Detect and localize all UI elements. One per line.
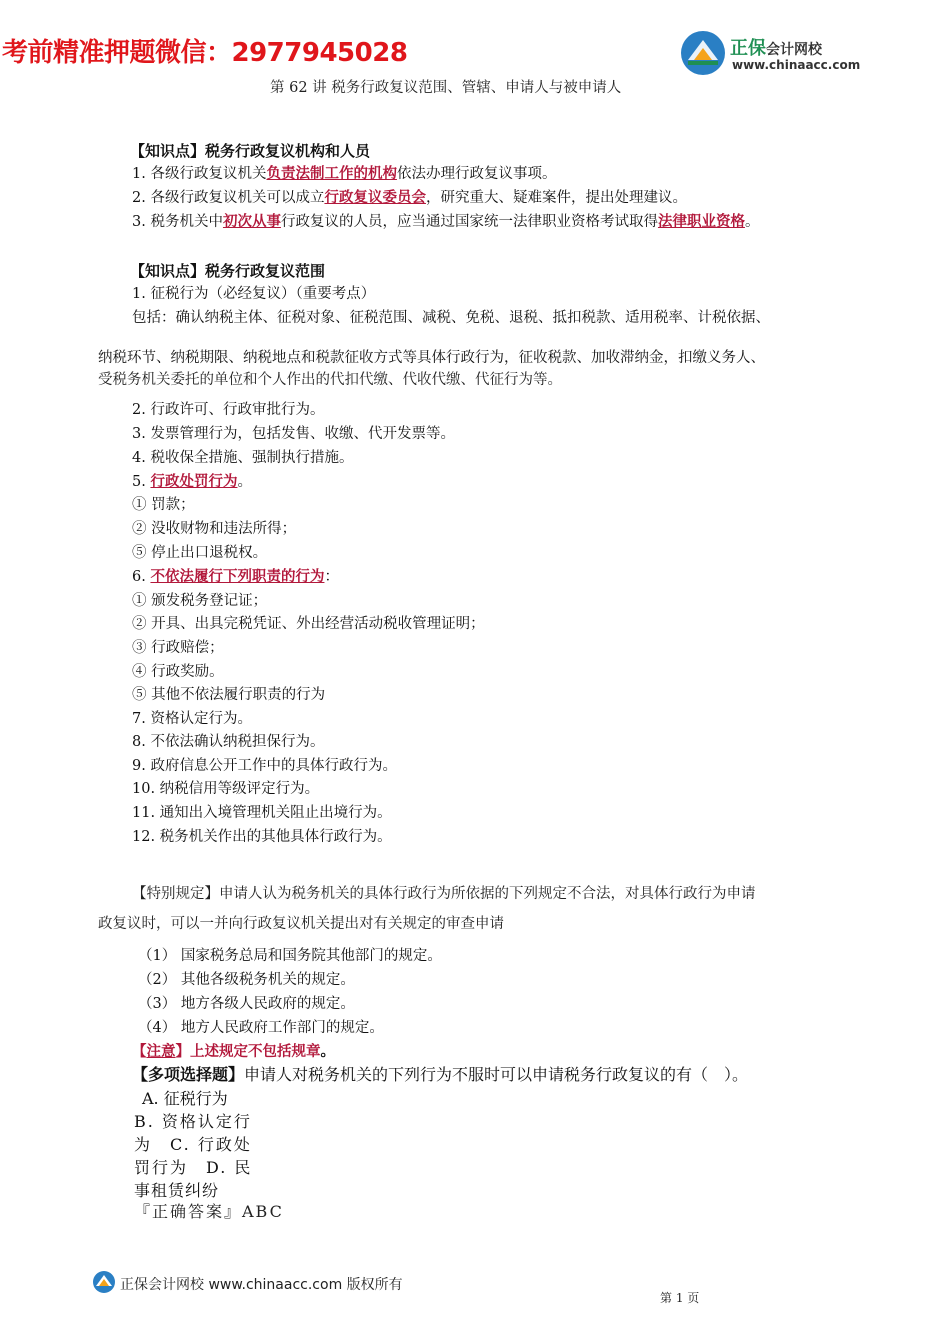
section1-item-2: 2. 各级行政复议机关可以成立行政复议委员会，研究重大、疑难案件，提出处理建议。 xyxy=(132,189,687,206)
section1-item-1: 1. 各级行政复议机关负责法制工作的机构依法办理行政复议事项。 xyxy=(132,165,557,182)
special-provision-item: （3） 地方各级人民政府的规定。 xyxy=(138,996,355,1012)
section2-item-12: 12. 税务机关作出的其他具体行政行为。 xyxy=(132,829,392,845)
clipped-lecture-title: 第 62 讲 税务行政复议范围、管辖、申请人与被申请人 xyxy=(270,80,622,96)
logo-text: 正保会计网校 xyxy=(730,38,822,59)
section2-item-5-sub: ① 罚款； xyxy=(132,497,195,513)
answer-clipped: 『正确答案』ABC xyxy=(134,1202,284,1221)
special-provision-item: （2） 其他各级税务机关的规定。 xyxy=(138,972,355,988)
logo-emblem-icon xyxy=(680,30,726,76)
question-option-line: 罚行为 D. 民 xyxy=(134,1158,253,1177)
section2-item-5-sub: ② 没收财物和违法所得； xyxy=(132,521,297,537)
section2-item-6-sub: ③ 行政赔偿； xyxy=(132,640,224,656)
section2-item-7: 7. 资格认定行为。 xyxy=(132,711,252,727)
question-option-line: 事租赁纠纷 xyxy=(134,1181,220,1200)
special-provision-clipped-a: 【特别规定】申请人认为税务机关的具体行政行为所依据的下列规定不合法，对具体行政行为申请 xyxy=(132,886,756,902)
section2-item-6-sub: ① 颁发税务登记证； xyxy=(132,593,268,609)
section2-item-6: 6. 不依法履行下列职责的行为： xyxy=(132,568,339,585)
note-line: 【注意】上述规定不包括规章。 xyxy=(132,1043,335,1060)
special-provision-item: （1） 国家税务总局和国务院其他部门的规定。 xyxy=(138,948,442,964)
section2-item-8: 8. 不依法确认纳税担保行为。 xyxy=(132,734,325,750)
question-stem: 【多项选择题】申请人对税务机关的下列行为不服时可以申请税务行政复议的有（ ）。 xyxy=(132,1065,749,1084)
special-provision-item: （4） 地方人民政府工作部门的规定。 xyxy=(138,1020,384,1036)
section2-item-3: 3. 发票管理行为，包括发售、收缴、代开发票等。 xyxy=(132,426,455,442)
footer-logo-icon xyxy=(92,1270,116,1294)
section2-item-1: 1. 征税行为（必经复议）（重要考点） xyxy=(132,286,376,302)
section2-item-6-sub: ② 开具、出具完税凭证、外出经营活动税收管理证明； xyxy=(132,616,485,632)
section2-item-4: 4. 税收保全措施、强制执行措施。 xyxy=(132,450,354,466)
question-option-line: B. 资格认定行 xyxy=(134,1112,252,1131)
question-option-line: 为 C. 行政处 xyxy=(134,1135,252,1154)
special-provision-clipped-b: 政复议时，可以一并向行政复议机关提出对有关规定的审查申请 xyxy=(98,916,504,932)
logo-url: www.chinaacc.com xyxy=(732,58,861,72)
question-option-line: A. 征税行为 xyxy=(142,1089,228,1108)
section2-item-10: 10. 纳税信用等级评定行为。 xyxy=(132,781,320,797)
section2-item-5: 5. 行政处罚行为。 xyxy=(132,473,252,490)
section2-item-11: 11. 通知出入境管理机关阻止出境行为。 xyxy=(132,805,392,821)
footer-copyright: 正保会计网校 www.chinaacc.com 版权所有 xyxy=(120,1277,403,1293)
section1-heading: 【知识点】税务行政复议机构和人员 xyxy=(130,142,371,160)
section2-item-5-sub: ⑤ 停止出口退税权。 xyxy=(132,545,268,561)
section2-item-1-desc-a: 包括：确认纳税主体、征税对象、征税范围、减税、免税、退税、抵扣税款、适用税率、计税依据、 xyxy=(132,310,770,326)
section2-item-1-desc-c-clipped: 受税务机关委托的单位和个人作出的代扣代缴、代收代缴、代征行为等。 xyxy=(98,372,562,388)
promo-banner: 考前精准押题微信：2977945028 xyxy=(2,38,408,68)
section2-item-6-sub: ⑤ 其他不依法履行职责的行为 xyxy=(132,687,326,703)
section2-heading: 【知识点】税务行政复议范围 xyxy=(130,262,326,280)
section2-item-6-sub: ④ 行政奖励。 xyxy=(132,664,224,680)
brand-logo[interactable] xyxy=(680,30,860,76)
section2-item-9: 9. 政府信息公开工作中的具体行政行为。 xyxy=(132,758,397,774)
clipped-header-fragment xyxy=(96,64,206,72)
page-number-clipped: 第 1 页 xyxy=(660,1291,700,1305)
section2-item-2: 2. 行政许可、行政审批行为。 xyxy=(132,402,325,418)
section1-item-3: 3. 税务机关中初次从事行政复议的人员，应当通过国家统一法律职业资格考试取得法律职业资格。 xyxy=(132,213,760,230)
section2-item-1-desc-b: 纳税环节、纳税期限、纳税地点和税款征收方式等具体行政行为，征收税款、加收滞纳金，扣缴义务人、 xyxy=(98,350,765,366)
